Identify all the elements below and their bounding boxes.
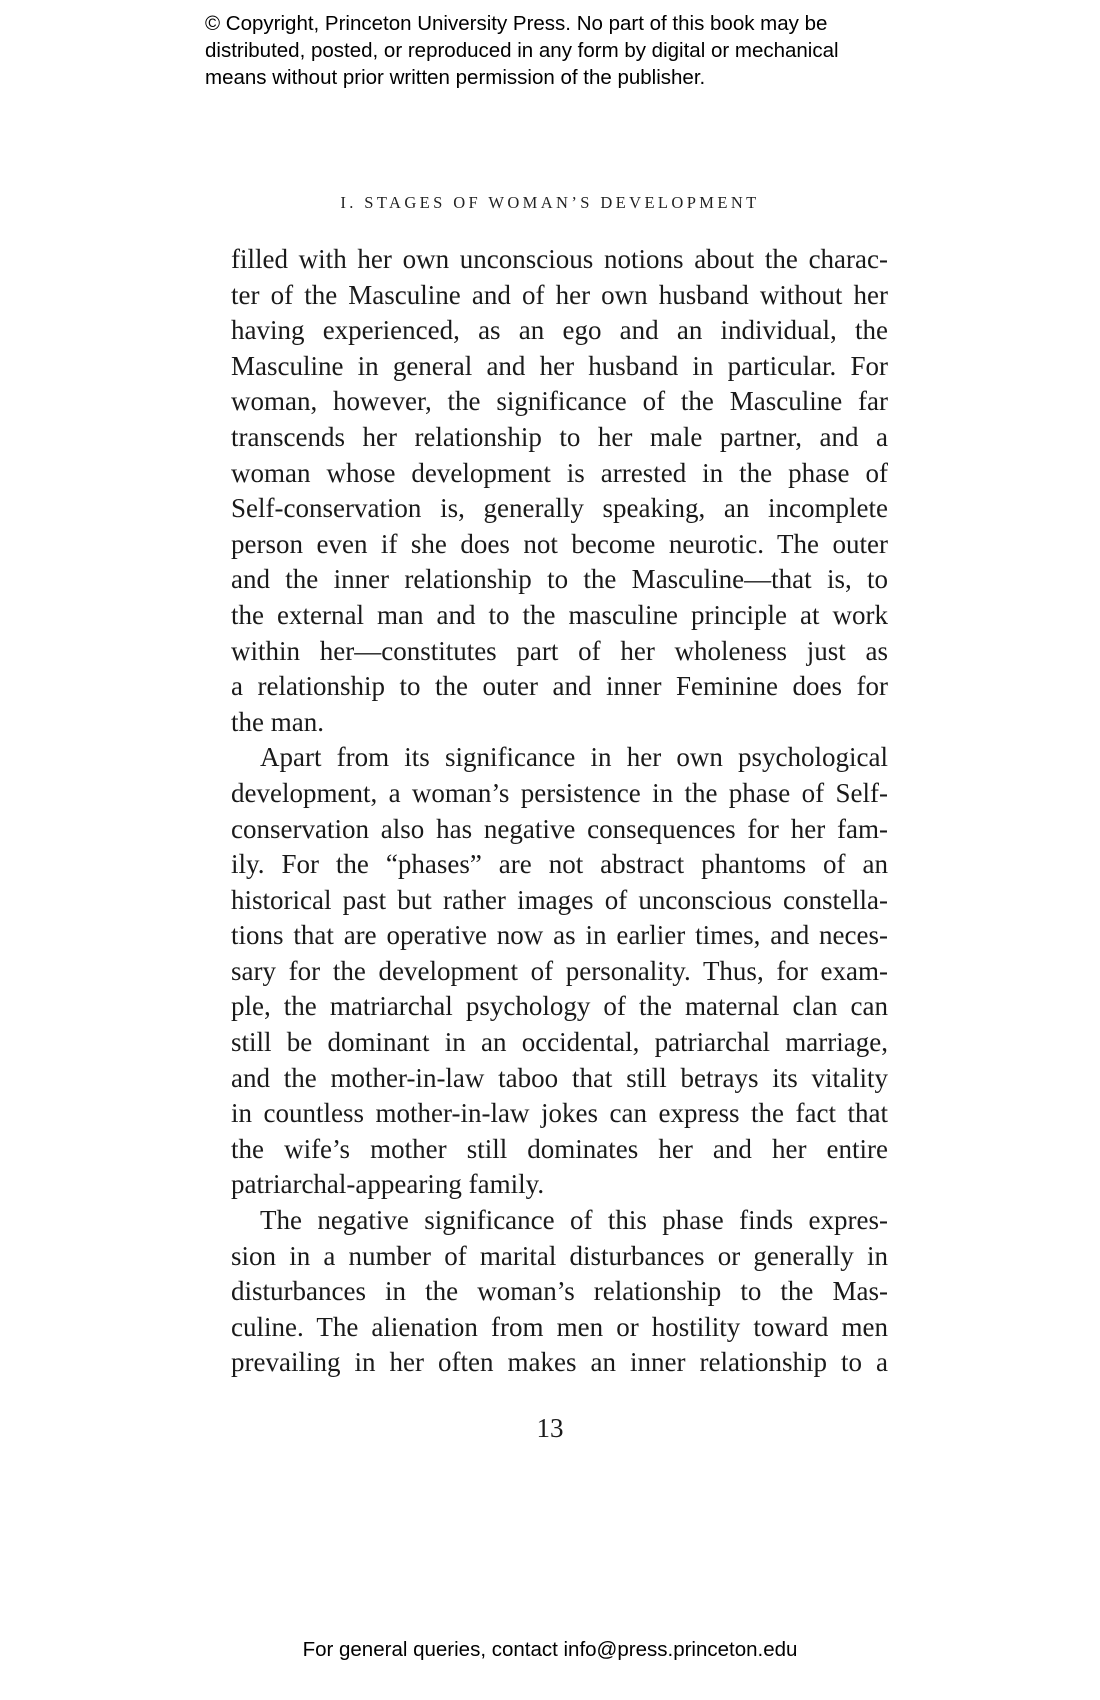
text-line: disturbances in the woman’s relationship to the Mas- (231, 1276, 888, 1307)
text-line: development, a woman’s persistence in the phase of Self- (231, 777, 888, 808)
text-line: ple, the matriarchal psychology of the maternal clan can (231, 991, 888, 1022)
text-line: person even if she does not become neurotic. The outer (231, 528, 888, 559)
text-line: the wife’s mother still dominates her and her entire (231, 1133, 888, 1164)
text-line: Masculine in general and her husband in particular. For (231, 350, 888, 381)
text-line: the external man and to the masculine principle at work (231, 599, 888, 630)
paragraph (231, 242, 888, 740)
text-line: a relationship to the outer and inner Feminine does for (231, 671, 888, 702)
text-line: within her—constitutes part of her wholeness just as (231, 635, 888, 666)
copyright-notice (205, 10, 925, 91)
text-line: ter of the Masculine and of her own husband without her (231, 279, 888, 310)
copyright-line: © Copyright, Princeton University Press. No part of this book may be (205, 12, 828, 35)
text-line: sion in a number of marital disturbances or generally in (231, 1240, 888, 1271)
text-line: The negative significance of this phase finds expres- (260, 1205, 888, 1236)
text-line: patriarchal-appearing family. (231, 1169, 545, 1200)
text-line: tions that are operative now as in earlier times, and neces- (231, 920, 888, 951)
text-line: conservation also has negative consequences for her fam- (231, 813, 888, 844)
body-text (231, 242, 888, 1381)
text-line: prevailing in her often makes an inner relationship to a (231, 1347, 888, 1378)
footer-contact: For general queries, contact info@press.princeton.edu (302, 1638, 798, 1661)
text-line: woman, however, the significance of the Masculine far (231, 386, 888, 417)
text-line: transcends her relationship to her male partner, and a (231, 421, 888, 452)
text-line: in countless mother-in-law jokes can express the fact that (231, 1098, 888, 1129)
text-line: ily. For the “phases” are not abstract phantoms of an (231, 849, 888, 880)
text-line: sary for the development of personality. Thus, for exam- (231, 955, 888, 986)
paragraph (231, 1203, 888, 1381)
text-line: historical past but rather images of unconscious constella- (231, 884, 888, 915)
text-line: Apart from its significance in her own psychological (260, 742, 888, 773)
copyright-line: distributed, posted, or reproduced in any form by digital or mechanical (205, 39, 839, 62)
text-line: and the inner relationship to the Masculine—that is, to (231, 564, 888, 595)
text-line: and the mother-in-law taboo that still betrays its vitality (231, 1062, 888, 1093)
text-line: woman whose development is arrested in the phase of (231, 457, 888, 488)
text-line: Self-conservation is, generally speaking, an incomplete (231, 493, 888, 524)
text-line: having experienced, as an ego and an individual, the (231, 315, 888, 346)
page-number: 13 (536, 1413, 564, 1443)
paragraph (231, 740, 888, 1203)
text-line: culine. The alienation from men or hostility toward men (231, 1311, 888, 1342)
text-line: filled with her own unconscious notions about the charac- (231, 244, 888, 274)
running-head: I. STAGES OF WOMAN’S DEVELOPMENT (340, 193, 760, 212)
text-line: the man. (231, 706, 324, 737)
text-line: still be dominant in an occidental, patriarchal marriage, (231, 1027, 888, 1058)
copyright-line: means without prior written permission of the publisher. (205, 66, 706, 89)
